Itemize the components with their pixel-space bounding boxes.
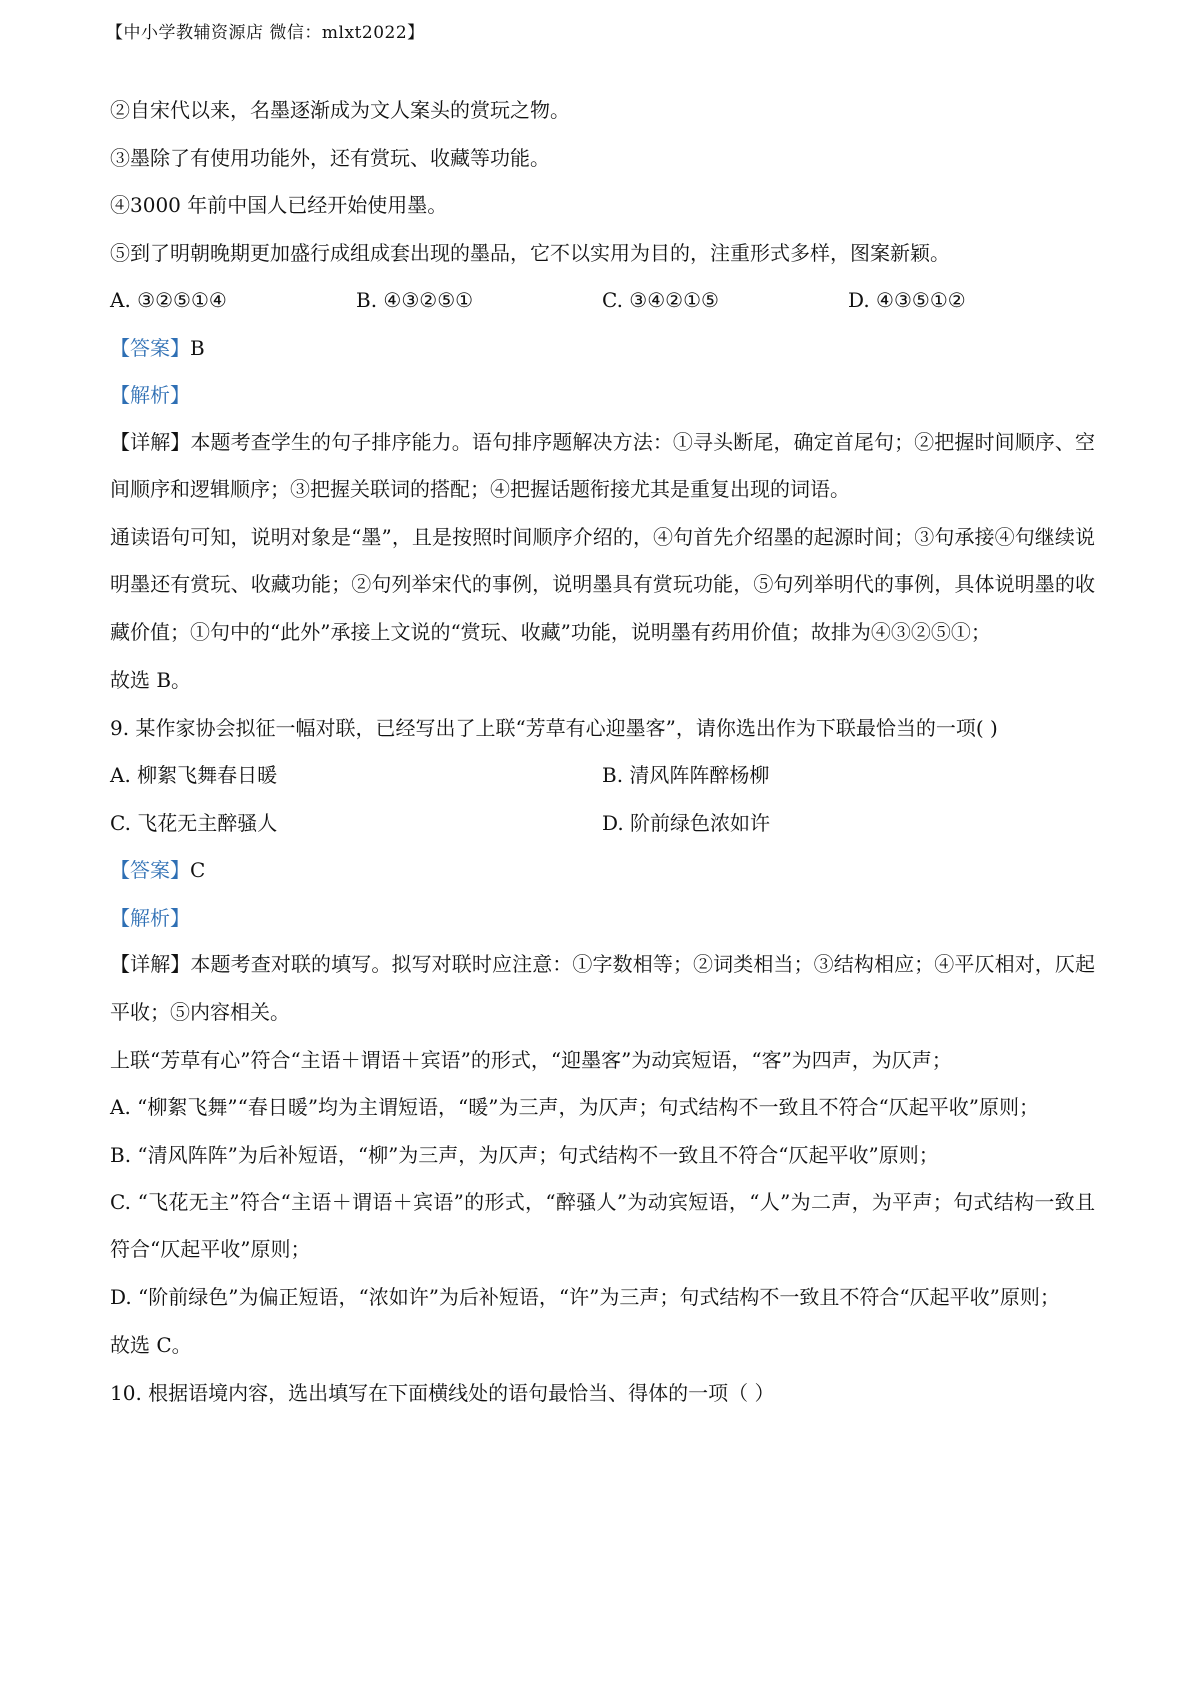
- q9-analysis: [110, 904, 1095, 932]
- q9-detail: [110, 941, 1095, 1036]
- q9-answer-label: 【答案】: [110, 858, 190, 882]
- q9-analysis-c: C. “飞花无主”符合“主语＋谓语＋宾语”的形式，“醉骚人”为动宾短语，“人”为二声，为平声；句式结构一致且符合“仄起平收”原则；: [110, 1189, 1095, 1262]
- q9-analysis-b: B. “清风阵阵”为后补短语，“柳”为三声，为仄声；句式结构不一致且不符合“仄起平收”原则；: [110, 1143, 939, 1167]
- page-header: 【中小学教辅资源店 微信：mlxt2022】: [106, 23, 425, 43]
- q9-option-d: D. 阶前绿色浓如许: [602, 810, 771, 835]
- q9-option-b: B. 清风阵阵醉杨柳: [602, 763, 770, 787]
- q8-analysis-label: 【解析】: [110, 383, 190, 407]
- q9-option-a: A. 柳絮飞舞春日暖: [110, 763, 278, 787]
- q9-analysis-label: 【解析】: [110, 905, 190, 930]
- q8-answer-label: 【答案】: [110, 335, 190, 360]
- q8-item-4: ④3000 年前中国人已经开始使用墨。: [110, 193, 448, 217]
- q8-option-d: D. ④③⑤①②: [848, 288, 966, 312]
- q8-answer-value: B: [190, 335, 205, 360]
- q9-answer: [110, 856, 1095, 884]
- q8-option-c: C. ③④②①⑤: [602, 288, 719, 312]
- q8-detail: [110, 419, 1095, 514]
- q8-conclusion: 故选 B。: [110, 668, 192, 692]
- q9-detail-text: 本题考查对联的填写。拟写对联时应注意：①字数相等；②词类相当；③结构相应；④平仄相对，仄起平收；⑤内容相关。: [110, 952, 1096, 1024]
- q8-option-a: A. ③②⑤①④: [110, 288, 227, 312]
- q9-analysis-a: A. “柳絮飞舞”“春日暖”均为主谓短语，“暖”为三声，为仄声；句式结构不一致且不符合“仄起平收”原则；: [110, 1094, 1039, 1119]
- q8-detail-label: 【详解】: [110, 429, 191, 454]
- q8-analysis: [110, 381, 1095, 409]
- q8-options: [110, 286, 1095, 314]
- q9-options-row-2: [110, 809, 1095, 837]
- q10-stem: 10. 根据语境内容，选出填写在下面横线处的语句最恰当、得体的一项（ ）: [110, 1380, 775, 1405]
- q8-item-5: ⑤到了明朝晚期更加盛行成组成套出现的墨品，它不以实用为目的，注重形式多样，图案新颖。: [110, 240, 950, 265]
- q8-detail-text: 本题考查学生的句子排序能力。语句排序题解决方法：①寻头断尾，确定首尾句；②把握时间顺序、空间顺序和逻辑顺序；③把握关联词的搭配；④把握话题衔接尤其是重复出现的词语。: [110, 429, 1096, 502]
- q8-explain: 通读语句可知，说明对象是“墨”，且是按照时间顺序介绍的，④句首先介绍墨的起源时间；③句承接④句继续说明墨还有赏玩、收藏功能；②句列举宋代的事例，说明墨具有赏玩功能，⑤句列举明代的事例，具体说明墨的收藏价值；①句中的“此外”承接上文说的“赏玩、收藏”功能，说明墨有药用价值；故排为④③②⑤①；: [110, 524, 1095, 644]
- q8-option-b: B. ④③②⑤①: [356, 288, 474, 312]
- q9-stem: 9. 某作家协会拟征一幅对联，已经写出了上联“芳草有心迎墨客”，请你选出作为下联最恰当的一项( ): [110, 715, 998, 740]
- q9-conclusion: 故选 C。: [110, 1333, 192, 1357]
- q8-item-3: ③墨除了有使用功能外，还有赏玩、收藏等功能。: [110, 145, 550, 170]
- q8-item-2: ②自宋代以来，名墨逐渐成为文人案头的赏玩之物。: [110, 98, 570, 122]
- q9-answer-value: C: [190, 858, 206, 882]
- q9-analysis-d: D. “阶前绿色”为偏正短语，“浓如许”为后补短语，“许”为三声；句式结构不一致且不符合“仄起平收”原则；: [110, 1284, 1060, 1309]
- q9-options-row-1: [110, 761, 1095, 789]
- q9-detail-label: 【详解】: [110, 952, 191, 977]
- q8-answer: [110, 334, 1095, 362]
- q9-upper-analysis: 上联“芳草有心”符合“主语＋谓语＋宾语”的形式，“迎墨客”为动宾短语，“客”为四声，为仄声；: [110, 1048, 952, 1072]
- q9-option-c: C. 飞花无主醉骚人: [110, 810, 278, 835]
- content-body: [110, 96, 1095, 1426]
